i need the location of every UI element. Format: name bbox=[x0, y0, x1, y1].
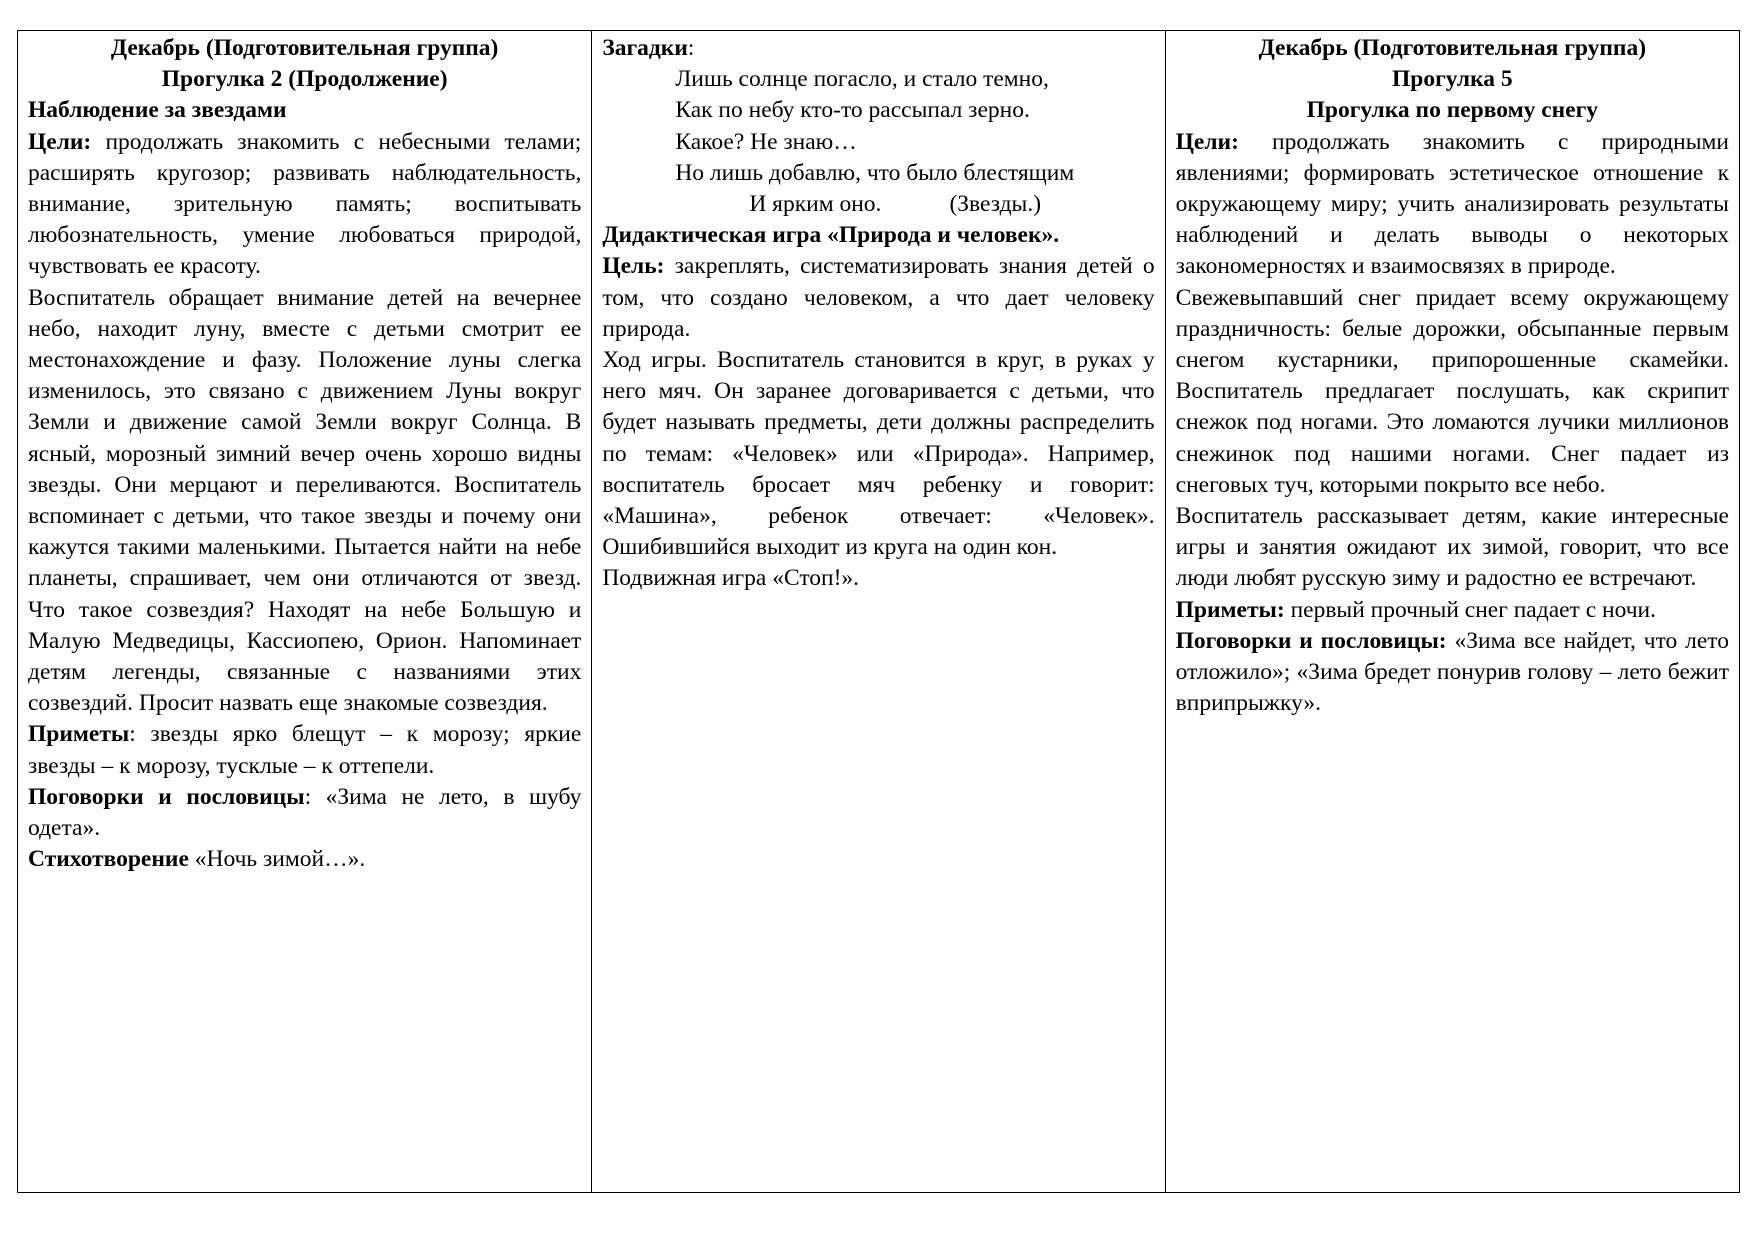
col1-title-month: Декабрь (Подготовительная группа) bbox=[110, 35, 499, 61]
document-table bbox=[17, 30, 1740, 1193]
riddle-line: Как по небу кто-то рассыпал зерно. bbox=[675, 97, 1030, 124]
col3-goals-label: Цели: bbox=[1175, 128, 1239, 155]
col2-mobile-game: Подвижная игра «Стоп!». bbox=[602, 565, 860, 592]
col3-body-2: Воспитатель рассказывает детям, какие интересные игры и занятия ожидают их зимой, говорит, что все люди любят русскую зиму и радостно ее встречают. bbox=[1175, 503, 1729, 592]
col2-goal-label: Цель: bbox=[602, 253, 665, 280]
col1-poem bbox=[28, 844, 581, 875]
riddle-answer: (Звезды.) bbox=[949, 191, 1042, 218]
riddle-last-line bbox=[602, 189, 1154, 220]
col2-riddles-colon: : bbox=[687, 35, 695, 61]
col1-proverbs-text: : «Зима не лето, в шубу одета». bbox=[28, 783, 582, 842]
col2-game-body: Ход игры. Воспитатель становится в круг, в руках у него мяч. Он заранее договаривается с детьми, что будет называть предметы, дети должны распределить по темам: «Человек» или «Природа». Например, воспитатель бросает мяч ребенку и говорит: «Машина», ребенок отвечает: «Человек». Ошибившийся выходит из круга на один кон. bbox=[602, 347, 1155, 561]
col1-poem-label: Стихотворение bbox=[28, 846, 189, 873]
col1-title-walk: Прогулка 2 (Продолжение) bbox=[161, 66, 448, 93]
col3-goals bbox=[1176, 127, 1729, 283]
col2-riddles-label: Загадки bbox=[602, 35, 688, 61]
column-riddles-game bbox=[591, 31, 1164, 1192]
col1-signs bbox=[28, 719, 581, 781]
col1-body: Воспитатель обращает внимание детей на вечернее небо, находит луну, вместе с детьми смотрит ее местонахождение и фазу. Положение луны слегка изменилось, это связано с движением Луны вокруг Земли и движение самой Земли вокруг Солнца. В ясный, морозный зимний вечер очень хорошо видны звезды. Они мерцают и переливаются. Воспитатель вспоминает с детьми, что такое звезды и почему они кажутся такими маленькими. Пытается найти на небе планеты, спрашивает, чем они отличаются от звезд. Что такое созвездия? Находят на небе Большую и Малую Медведицы, Кассиопею, Орион. Напоминает детям легенды, связанные с названиями этих созвездий. Просит назвать еще знакомые созвездия. bbox=[28, 284, 582, 717]
col1-goals-label: Цели: bbox=[28, 128, 92, 155]
riddle-line: Лишь солнце погасло, и стало темно, bbox=[675, 66, 1049, 93]
column-walk-5 bbox=[1165, 31, 1739, 1192]
col2-riddles-heading bbox=[602, 33, 1154, 64]
col3-signs bbox=[1176, 595, 1729, 626]
col1-goals bbox=[28, 127, 581, 283]
riddle-line: Но лишь добавлю, что было блестящим bbox=[675, 159, 1075, 186]
col3-title-month: Декабрь (Подготовительная группа) bbox=[1258, 35, 1647, 61]
col3-body-1: Свежевыпавший снег придает всему окружающему праздничность: белые дорожки, обсыпанные первым снегом кустарники, припорошенные скамейки. Воспитатель предлагает послушать, как скрипит снежок под ногами. Это ломаются лучики миллионов снежинок под нашими ногами. Снег падает из снеговых туч, которыми покрыто все небо. bbox=[1175, 284, 1729, 498]
col1-proverbs bbox=[28, 782, 581, 844]
riddle-last-text: И ярким оно. bbox=[749, 191, 882, 218]
col2-goal bbox=[602, 251, 1154, 345]
col1-poem-text: «Ночь зимой…». bbox=[188, 846, 366, 873]
col3-title-topic: Прогулка по первому снегу bbox=[1306, 97, 1599, 124]
col2-game-title: Дидактическая игра «Природа и человек». bbox=[602, 222, 1060, 249]
col3-proverbs-label: Поговорки и пословицы: bbox=[1175, 627, 1447, 654]
col1-subtitle: Наблюдение за звездами bbox=[28, 97, 287, 124]
col1-signs-label: Приметы bbox=[28, 721, 130, 748]
col2-goal-text: закреплять, систематизировать знания детей о том, что создано человеком, а что дает человеку природа. bbox=[602, 253, 1155, 342]
col3-title-walk: Прогулка 5 bbox=[1391, 66, 1513, 93]
column-walk-2 bbox=[18, 31, 591, 1192]
col3-proverbs-text: «Зима все найдет, что лето отложило»; «Зима бредет понурив голову – лето бежит вприпрыжку». bbox=[1175, 627, 1729, 717]
col3-goals-text: продолжать знакомить с природными явлениями; формировать эстетическое отношение к окружающему миру; учить анализировать результаты наблюдений и делать выводы о некоторых закономерностях и взаимосвязях в природе. bbox=[1175, 128, 1729, 280]
col1-goals-text: продолжать знакомить с небесными телами; расширять кругозор; развивать наблюдательность, внимание, зрительную память; воспитывать любознательность, умение любоваться природой, чувствовать ее красоту. bbox=[28, 128, 582, 280]
col3-proverbs bbox=[1176, 626, 1729, 720]
col3-signs-label: Приметы: bbox=[1175, 596, 1285, 623]
col1-proverbs-label: Поговорки и пословицы bbox=[28, 783, 305, 810]
col1-signs-text: : звезды ярко блещут – к морозу; яркие звезды – к морозу, тусклые – к оттепели. bbox=[28, 721, 582, 779]
riddle-line: Какое? Не знаю… bbox=[675, 128, 857, 155]
col3-signs-text: первый прочный снег падает с ночи. bbox=[1284, 596, 1656, 623]
